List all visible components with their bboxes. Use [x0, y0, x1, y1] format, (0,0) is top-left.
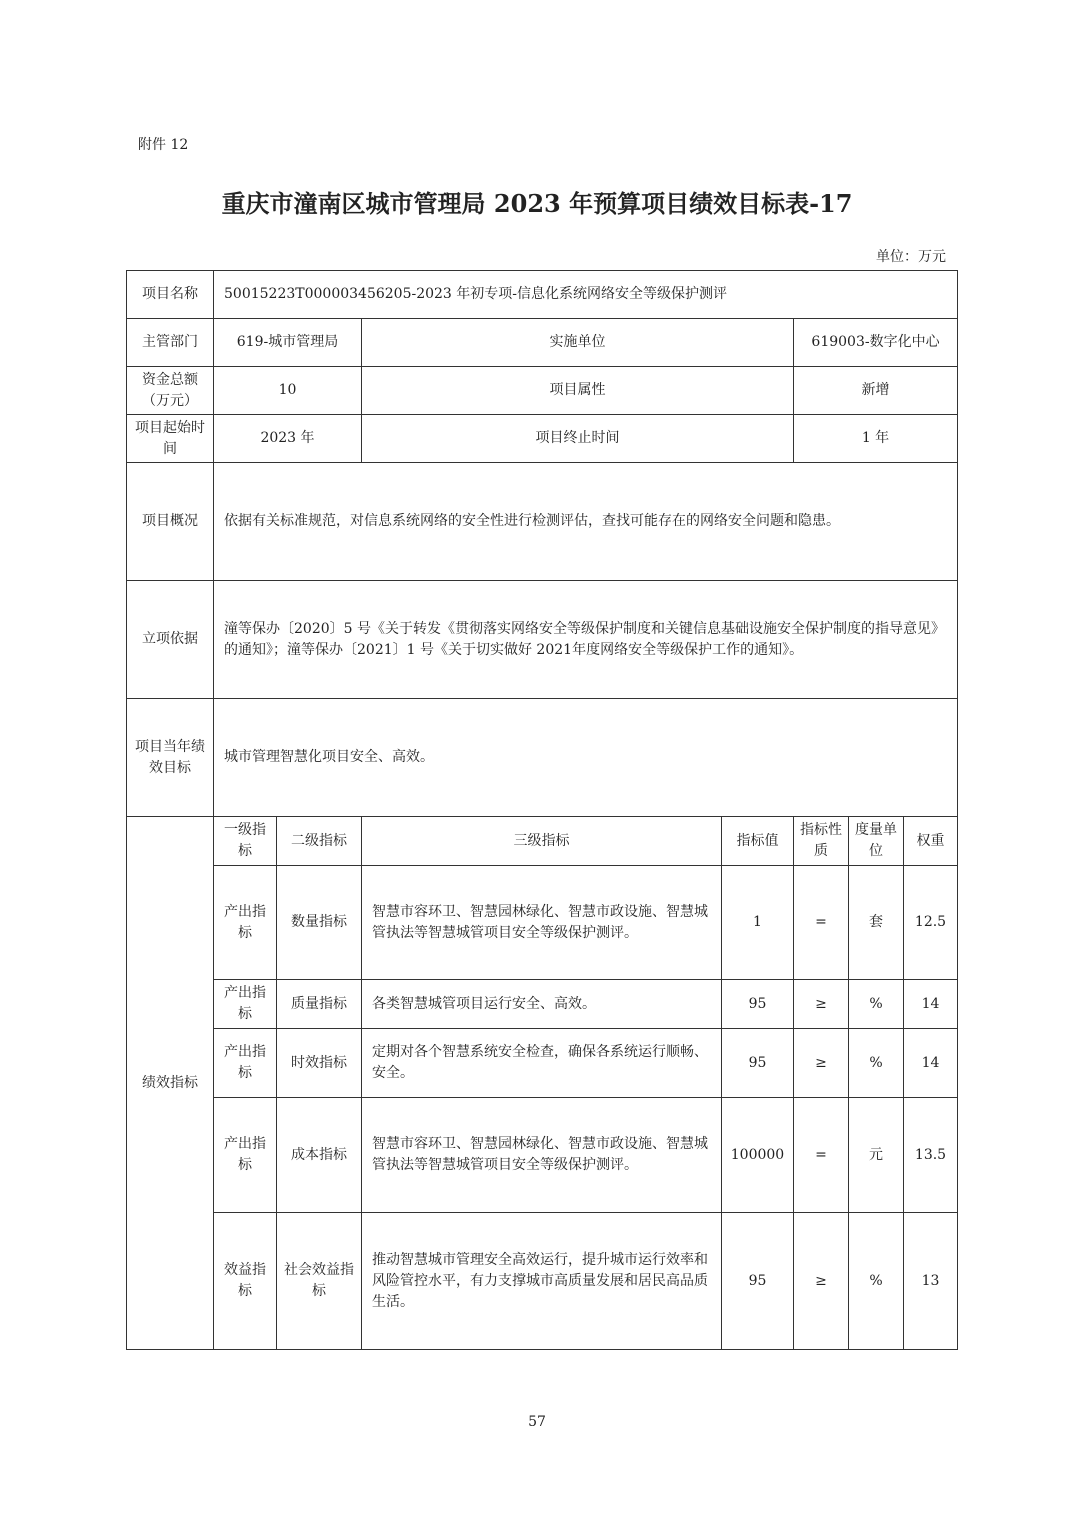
cell: 95 [722, 1029, 794, 1098]
cell: 数量指标 [277, 866, 362, 980]
end-value: 1 年 [794, 415, 958, 463]
cell: 12.5 [904, 866, 958, 980]
performance-table [126, 270, 958, 1350]
header-cell: 三级指标 [362, 817, 722, 866]
cell: ≥ [794, 980, 849, 1029]
cell: 效益指标 [214, 1213, 277, 1350]
cell: 社会效益指标 [277, 1213, 362, 1350]
fund-value: 10 [214, 367, 362, 415]
table-row [127, 1098, 958, 1213]
basis-value: 潼等保办〔2020〕5 号《关于转发《贯彻落实网络安全等级保护制度和关键信息基础设施安全保护制度的指导意见》的通知》；潼等保办〔2021〕1 号《关于切实做好 2021年度网络安全等级保护工作的通知》。 [214, 581, 958, 699]
table-row [127, 1213, 958, 1350]
cell: 产出指标 [214, 1029, 277, 1098]
cell: 14 [904, 1029, 958, 1098]
impl-value: 619003-数字化中心 [794, 319, 958, 367]
header-cell: 权重 [904, 817, 958, 866]
header-cell: 度量单位 [849, 817, 904, 866]
indicators-label: 绩效指标 [127, 817, 214, 1350]
overview-label: 项目概况 [127, 463, 214, 581]
unit-label: 单位：万元 [876, 249, 946, 265]
cell: 产出指标 [214, 980, 277, 1029]
basis-label: 立项依据 [127, 581, 214, 699]
start-value: 2023 年 [214, 415, 362, 463]
dept-label: 主管部门 [127, 319, 214, 367]
project-name: 50015223T000003456205-2023 年初专项-信息化系统网络安全等级保护测评 [214, 271, 958, 319]
dept-value: 619-城市管理局 [214, 319, 362, 367]
cell: 智慧市容环卫、智慧园林绿化、智慧市政设施、智慧城管执法等智慧城管项目安全等级保护测评。 [362, 866, 722, 980]
cell: 产出指标 [214, 1098, 277, 1213]
table-row [127, 866, 958, 980]
cell: 1 [722, 866, 794, 980]
table-row [127, 1029, 958, 1098]
cell: % [849, 980, 904, 1029]
start-label: 项目起始时间 [127, 415, 214, 463]
cell: % [849, 1213, 904, 1350]
cell: 成本指标 [277, 1098, 362, 1213]
fund-label: 资金总额（万元） [127, 367, 214, 415]
page-number: 57 [528, 1414, 546, 1430]
cell: 时效指标 [277, 1029, 362, 1098]
cell: 95 [722, 1213, 794, 1350]
cell: 95 [722, 980, 794, 1029]
impl-label: 实施单位 [362, 319, 794, 367]
cell: ≥ [794, 1029, 849, 1098]
cell: 推动智慧城市管理安全高效运行，提升城市运行效率和风险管控水平，有力支撑城市高质量发展和居民高品质生活。 [362, 1213, 722, 1350]
attr-value: 新增 [794, 367, 958, 415]
goal-label: 项目当年绩效目标 [127, 699, 214, 817]
cell: = [794, 1098, 849, 1213]
page-title: 重庆市潼南区城市管理局 2023 年预算项目绩效目标表-17 [221, 189, 853, 218]
end-label: 项目终止时间 [362, 415, 794, 463]
cell: 各类智慧城管项目运行安全、高效。 [362, 980, 722, 1029]
overview-value: 依据有关标准规范，对信息系统网络的安全性进行检测评估，查找可能存在的网络安全问题和隐患。 [214, 463, 958, 581]
cell: 13 [904, 1213, 958, 1350]
cell: 智慧市容环卫、智慧园林绿化、智慧市政设施、智慧城管执法等智慧城管项目安全等级保护测评。 [362, 1098, 722, 1213]
attr-label: 项目属性 [362, 367, 794, 415]
table-row [127, 980, 958, 1029]
goal-value: 城市管理智慧化项目安全、高效。 [214, 699, 958, 817]
cell: 套 [849, 866, 904, 980]
cell: = [794, 866, 849, 980]
cell: 14 [904, 980, 958, 1029]
cell: % [849, 1029, 904, 1098]
cell: 元 [849, 1098, 904, 1213]
cell: 13.5 [904, 1098, 958, 1213]
cell: 质量指标 [277, 980, 362, 1029]
attachment-label: 附件 12 [138, 137, 189, 153]
cell: 100000 [722, 1098, 794, 1213]
header-cell: 二级指标 [277, 817, 362, 866]
cell: ≥ [794, 1213, 849, 1350]
cell: 定期对各个智慧系统安全检查，确保各系统运行顺畅、安全。 [362, 1029, 722, 1098]
header-cell: 一级指标 [214, 817, 277, 866]
header-cell: 指标值 [722, 817, 794, 866]
project-name-label: 项目名称 [127, 271, 214, 319]
header-cell: 指标性质 [794, 817, 849, 866]
cell: 产出指标 [214, 866, 277, 980]
